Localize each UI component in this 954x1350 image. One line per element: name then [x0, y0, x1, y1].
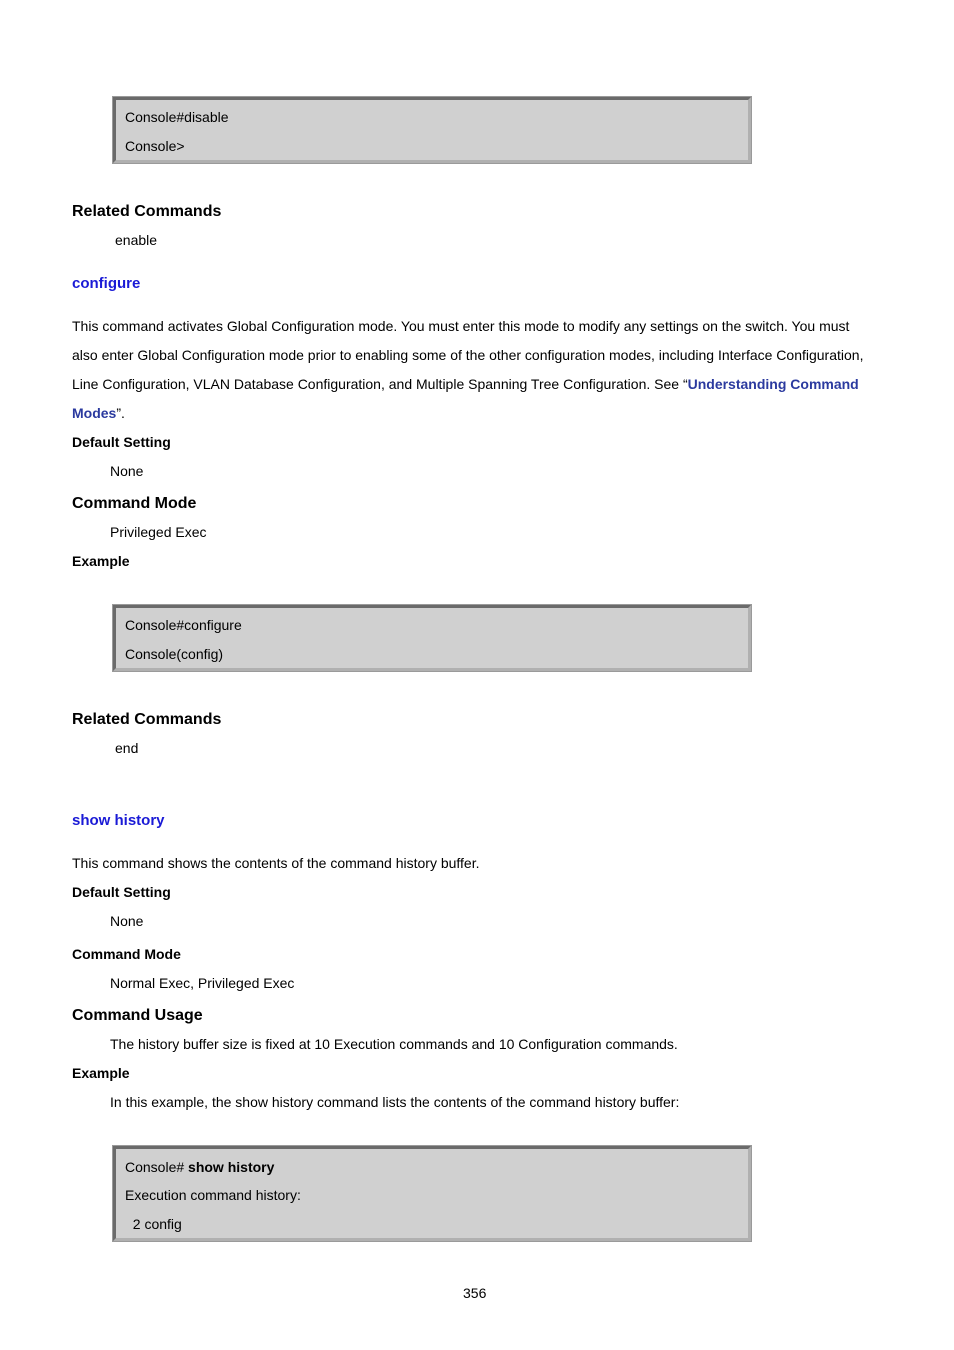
- show-history-description: This command shows the contents of the command history buffer.: [72, 855, 480, 871]
- command-usage-heading: Command Usage: [72, 1007, 203, 1024]
- console-example-show-history: [113, 1146, 751, 1241]
- configure-description-text: Line Configuration, VLAN Database Configuration, and Multiple Spanning Tree Configuration. See “: [72, 376, 688, 392]
- example-heading: Example: [72, 1065, 130, 1081]
- console-example-configure: [113, 605, 751, 671]
- console-line: [125, 1159, 274, 1175]
- console-prompt: Console#: [125, 1159, 189, 1175]
- example-description: In this example, the show history command lists the contents of the command history buffer:: [110, 1094, 680, 1110]
- console-line: Console#configure: [125, 617, 242, 633]
- console-line: Console#disable: [125, 109, 229, 125]
- console-command: show history: [188, 1159, 275, 1175]
- command-title-configure: configure: [72, 275, 141, 292]
- default-setting-value: None: [110, 463, 144, 479]
- understanding-command-modes-link[interactable]: Understanding Command: [687, 376, 859, 392]
- default-setting-value: None: [110, 913, 144, 929]
- command-mode-heading: Command Mode: [72, 946, 181, 962]
- page-number: 356: [463, 1285, 487, 1301]
- command-title-show-history: show history: [72, 812, 165, 829]
- configure-description-line: [72, 405, 125, 421]
- command-mode-value: Privileged Exec: [110, 524, 207, 540]
- console-line: 2 config: [125, 1216, 182, 1232]
- related-commands-heading: Related Commands: [72, 203, 222, 220]
- related-command-end: end: [115, 740, 139, 756]
- console-example-disable: [113, 97, 751, 163]
- console-line: Console(config): [125, 646, 224, 662]
- configure-description-line: [72, 376, 859, 392]
- default-setting-heading: Default Setting: [72, 434, 171, 450]
- command-mode-value: Normal Exec, Privileged Exec: [110, 975, 295, 991]
- related-command-enable: enable: [115, 232, 158, 248]
- configure-description-line: also enter Global Configuration mode prior to enabling some of the other configuration modes, including Interface Configuration,: [72, 347, 864, 363]
- console-line: Execution command history:: [125, 1187, 301, 1203]
- command-usage-value: The history buffer size is fixed at 10 Execution commands and 10 Configuration commands.: [110, 1036, 678, 1052]
- configure-description-line: This command activates Global Configuration mode. You must enter this mode to modify any settings on the switch. You must: [72, 318, 850, 334]
- configure-description-text: ”.: [116, 405, 125, 421]
- default-setting-heading: Default Setting: [72, 884, 171, 900]
- related-commands-heading: Related Commands: [72, 711, 222, 728]
- example-heading: Example: [72, 553, 130, 569]
- command-mode-heading: Command Mode: [72, 495, 197, 512]
- understanding-command-modes-link[interactable]: Modes: [72, 405, 117, 421]
- console-line: Console>: [125, 138, 185, 154]
